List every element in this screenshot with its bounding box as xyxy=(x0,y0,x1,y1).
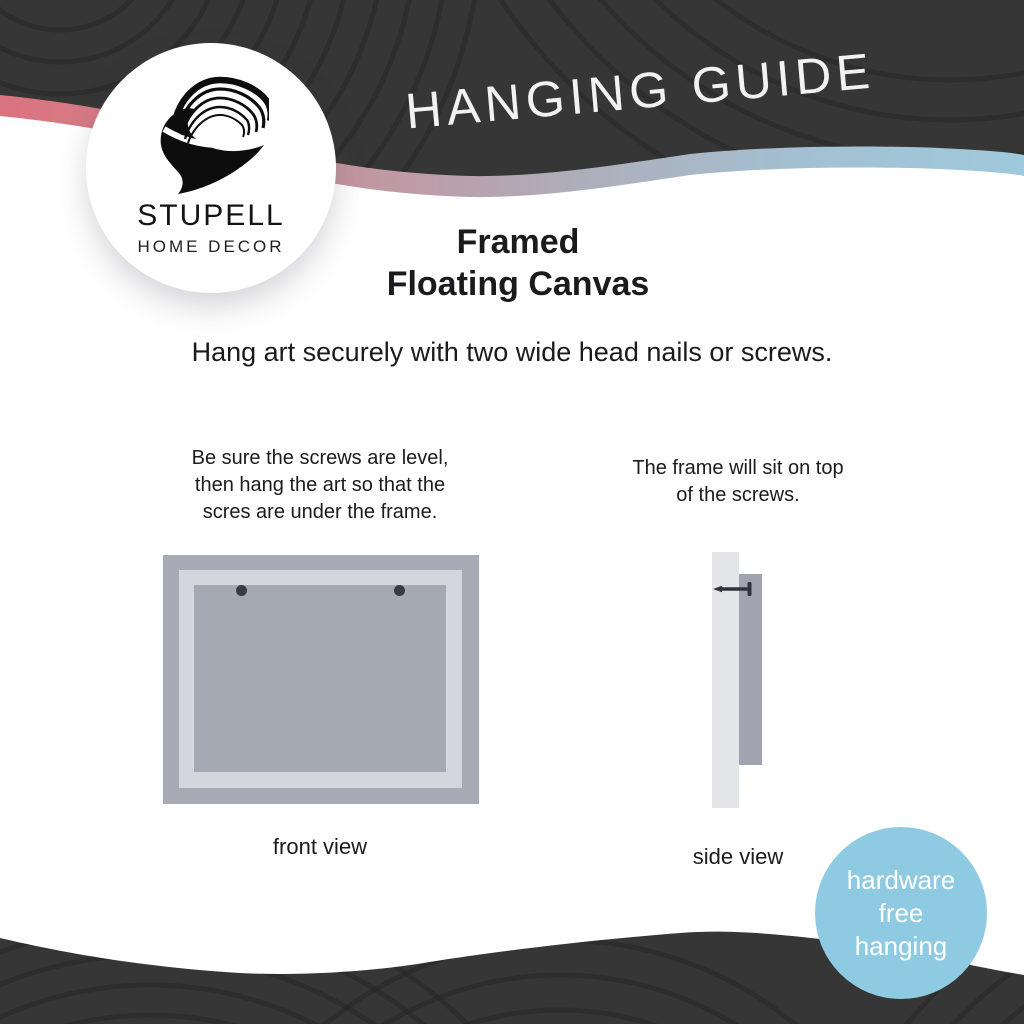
page-title: HANGING GUIDE xyxy=(403,42,877,140)
screw-dot-icon xyxy=(394,585,405,596)
brand-tagline: HOME DECOR xyxy=(137,237,285,256)
front-view-caption: front view xyxy=(272,834,368,859)
brand-logo-badge xyxy=(86,43,336,293)
side-view-instruction-line2: of the screws. xyxy=(676,484,800,506)
front-view-instruction xyxy=(140,445,500,526)
badge-line1: hardware xyxy=(846,864,956,895)
product-title xyxy=(318,221,718,305)
front-view-instruction-line1: Be sure the screws are level, xyxy=(191,447,449,469)
front-view-instruction-line2: then hang the art so that the xyxy=(194,474,446,496)
side-view-instruction-line1: The frame will sit on top xyxy=(632,457,844,479)
badge-line3: hanging xyxy=(854,930,948,961)
screw-dot-icon xyxy=(236,585,247,596)
product-title-line1: Framed xyxy=(456,223,580,261)
badge-line2: free xyxy=(878,897,924,928)
nail-icon xyxy=(712,580,754,598)
hardware-free-badge xyxy=(815,827,987,999)
side-view-caption: side view xyxy=(692,844,784,869)
side-view-canvas-bar xyxy=(739,574,762,765)
product-title-line2: Floating Canvas xyxy=(386,265,650,303)
brand-name: STUPELL xyxy=(137,199,285,232)
side-view-instruction xyxy=(558,455,918,509)
front-view-instruction-line3: scres are under the frame. xyxy=(202,501,438,523)
front-view-diagram xyxy=(163,555,479,804)
main-instruction: Hang art securely with two wide head nails or screws. xyxy=(191,337,833,367)
frame-canvas xyxy=(194,585,446,772)
stupell-s-swoosh-icon xyxy=(154,67,269,197)
